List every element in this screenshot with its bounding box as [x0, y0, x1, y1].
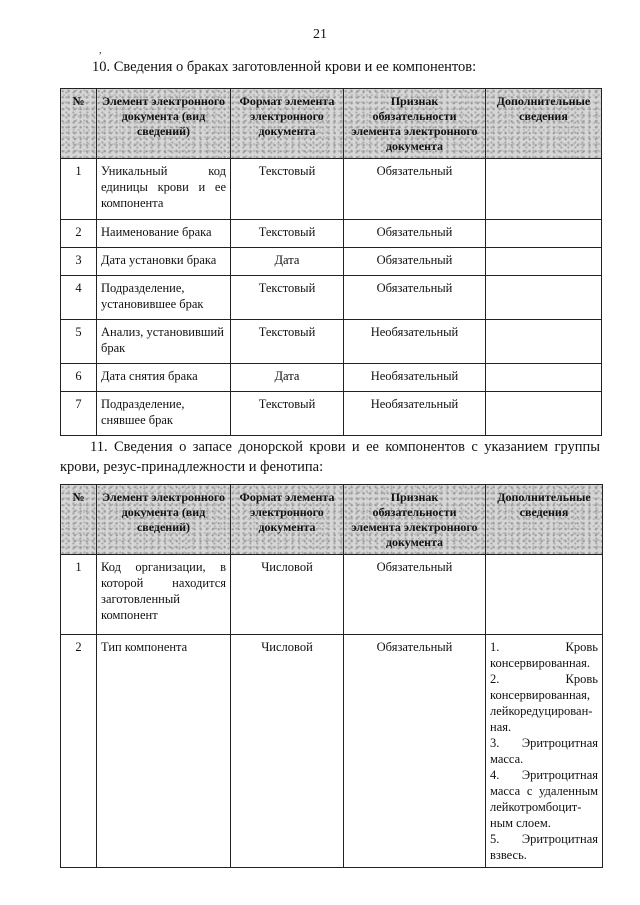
- row-num: 4: [61, 276, 97, 320]
- row-extra: [486, 392, 602, 436]
- row-extra: [486, 220, 602, 248]
- table-header-row: [61, 485, 603, 555]
- header-num: №: [61, 485, 97, 555]
- row-num: 7: [61, 392, 97, 436]
- row-extra: [486, 248, 602, 276]
- header-required: Признак обязательности элемента электронного документа: [344, 89, 486, 159]
- row-format: Дата: [231, 248, 344, 276]
- row-num: 2: [61, 220, 97, 248]
- table-row: [61, 248, 602, 276]
- row-required: Обязательный: [344, 248, 486, 276]
- row-num: 2: [61, 635, 97, 868]
- stray-mark: ,: [99, 45, 102, 56]
- row-name: Подразделение, снявшее брак: [97, 392, 231, 436]
- row-extra: [486, 276, 602, 320]
- row-extra: [486, 555, 603, 635]
- component-type-list: [490, 639, 598, 863]
- row-required: Обязательный: [344, 276, 486, 320]
- row-required: Обязательный: [344, 555, 486, 635]
- table-row: [61, 159, 602, 220]
- table-row: [61, 555, 603, 635]
- row-extra: [486, 364, 602, 392]
- list-item: 2. Кровь консервированная, лейкоредуцирован-ная.: [490, 672, 598, 734]
- row-name: Дата установки брака: [97, 248, 231, 276]
- row-num: 6: [61, 364, 97, 392]
- section-11-heading: 11. Сведения о запасе донорской крови и ее компонентов с указанием группы крови, резус-принадлежности и фенотипа:: [60, 439, 600, 475]
- row-name: Тип компонента: [97, 635, 231, 868]
- stock-table: [60, 484, 603, 868]
- page-number: 21: [313, 27, 327, 42]
- table-row: [61, 320, 602, 364]
- row-required: Необязательный: [344, 392, 486, 436]
- row-name: Подразделение, установившее брак: [97, 276, 231, 320]
- row-format: Текстовый: [231, 159, 344, 220]
- row-required: Необязательный: [344, 320, 486, 364]
- row-name: Наименование брака: [97, 220, 231, 248]
- header-format: Формат элемента электронного документа: [231, 89, 344, 159]
- row-name: Дата снятия брака: [97, 364, 231, 392]
- list-item: 4. Эритроцитная масса с удаленным лейкотромбоцит-ным слоем.: [490, 768, 598, 830]
- header-format: Формат элемента электронного документа: [231, 485, 344, 555]
- list-item: 5. Эритроцитная взвесь.: [490, 832, 598, 862]
- row-format: Числовой: [231, 555, 344, 635]
- header-extra: Дополнительные сведения: [486, 485, 603, 555]
- row-format: Текстовый: [231, 320, 344, 364]
- header-extra: Дополнительные сведения: [486, 89, 602, 159]
- row-num: 1: [61, 555, 97, 635]
- row-extra: [486, 320, 602, 364]
- header-num: №: [61, 89, 97, 159]
- header-required: Признак обязательности элемента электронного документа: [344, 485, 486, 555]
- row-required: Обязательный: [344, 159, 486, 220]
- list-item: 1. Кровь консервированная.: [490, 640, 598, 670]
- table-row: [61, 364, 602, 392]
- header-element: Элемент электронного документа (вид сведений): [97, 485, 231, 555]
- list-item: 3. Эритроцитная масса.: [490, 736, 598, 766]
- row-format: Текстовый: [231, 220, 344, 248]
- table-header-row: [61, 89, 602, 159]
- row-required: Обязательный: [344, 635, 486, 868]
- section-10-heading: 10. Сведения о браках заготовленной крови и ее компонентов:: [92, 59, 477, 75]
- row-format: Текстовый: [231, 276, 344, 320]
- row-name: Уникальный код единицы крови и ее компонента: [97, 159, 231, 220]
- table-row: [61, 635, 603, 868]
- row-extra: [486, 159, 602, 220]
- defects-table: [60, 88, 602, 436]
- row-format: Дата: [231, 364, 344, 392]
- table-row: [61, 276, 602, 320]
- row-name: Анализ, установивший брак: [97, 320, 231, 364]
- row-format: Числовой: [231, 635, 344, 868]
- row-num: 5: [61, 320, 97, 364]
- row-required: Обязательный: [344, 220, 486, 248]
- row-extra: [486, 635, 603, 868]
- row-num: 1: [61, 159, 97, 220]
- row-name: Код организации, в которой находится заготовленный компонент: [97, 555, 231, 635]
- row-num: 3: [61, 248, 97, 276]
- row-format: Текстовый: [231, 392, 344, 436]
- table-row: [61, 220, 602, 248]
- header-element: Элемент электронного документа (вид сведений): [97, 89, 231, 159]
- row-required: Необязательный: [344, 364, 486, 392]
- table-row: [61, 392, 602, 436]
